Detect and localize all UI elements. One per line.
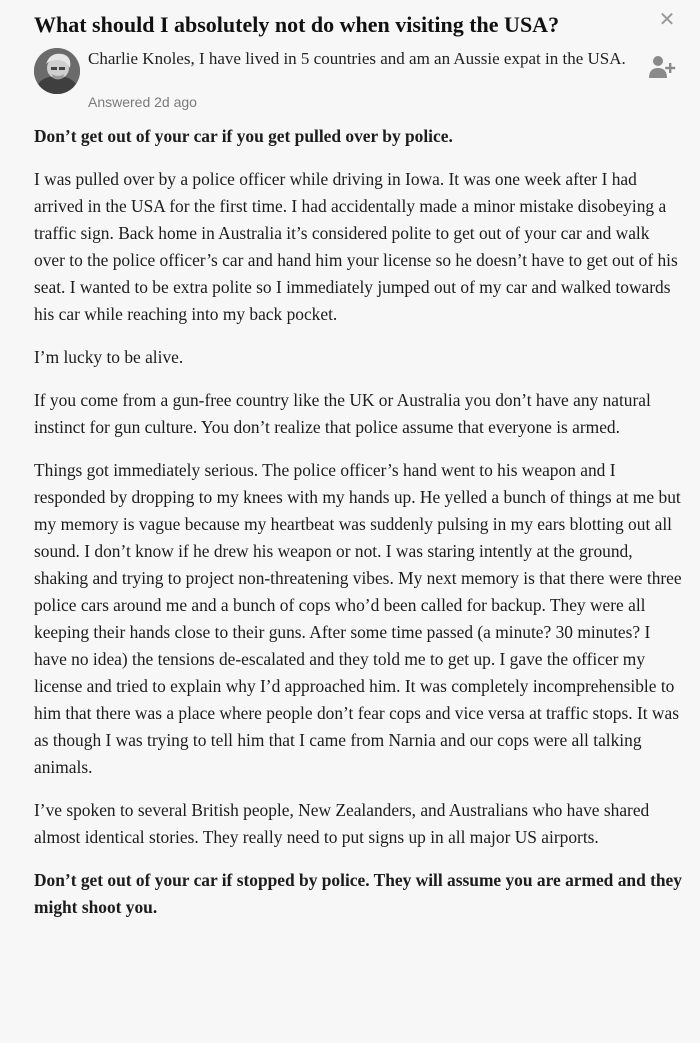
answer-paragraph: Things got immediately serious. The police officer’s hand went to his weapon and I responded by dropping to my knees with my hands up. He yelled a bunch of things at me but my memory is vague because my heartbeat was suddenly pulsing in my ears blotting out all sound. I don’t know if he drew his weapon or not. I was staring intently at the ground, shaking and trying to project non-threatening vibes. My next memory is that there were three police cars around me and a bunch of cops who’d been called for backup. They were all keeping their hands close to their guns. After some time passed (a minute? 30 minutes? I have no idea) the tensions de-escalated and they told me to get up. I gave the officer my license and tried to explain why I’d approached him. It was completely incomprehensible to him that there was a place where people don’t fear cops and vice versa at traffic stops. It was as though I was trying to tell him that I came from Narnia and our cops were all talking animals. <box>34 460 682 777</box>
author-credential[interactable]: Charlie Knoles, I have lived in 5 countries and am an Aussie expat in the USA. <box>88 49 626 68</box>
question-title[interactable]: What should I absolutely not do when visiting the USA? <box>34 12 560 37</box>
answer-paragraph: I’ve spoken to several British people, New Zealanders, and Australians who have shared almost identical stories. They really need to put signs up in all major US airports. <box>34 800 650 847</box>
add-user-icon[interactable] <box>648 54 676 80</box>
answer-paragraph: I’m lucky to be alive. <box>34 347 184 367</box>
avatar-image <box>34 48 80 94</box>
close-icon[interactable]: ✕ <box>658 7 676 31</box>
answer-paragraph: If you come from a gun-free country like the UK or Australia you don’t have any natural instinct for gun culture. You don’t realize that police assume that everyone is armed. <box>34 390 651 437</box>
answer-paragraph: I was pulled over by a police officer while driving in Iowa. It was one week after I had arrived in the USA for the first time. I had accidentally made a minor mistake disobeying a traffic sign. Back home in Australia it’s considered polite to get out of your car and walk over to the police officer’s car and hand him your license so he doesn’t have to get out of his seat. I wanted to be extra polite so I immediately jumped out of my car and walked towards his car while reaching into my back pocket. <box>34 169 678 324</box>
answer-conclusion: Don’t get out of your car if stopped by police. They will assume you are armed and they might shoot you. <box>34 870 682 917</box>
answered-timestamp[interactable]: Answered 2d ago <box>88 94 197 110</box>
answer-heading: Don’t get out of your car if you get pulled over by police. <box>34 126 453 146</box>
avatar[interactable] <box>34 48 80 94</box>
answer-body <box>34 123 682 937</box>
